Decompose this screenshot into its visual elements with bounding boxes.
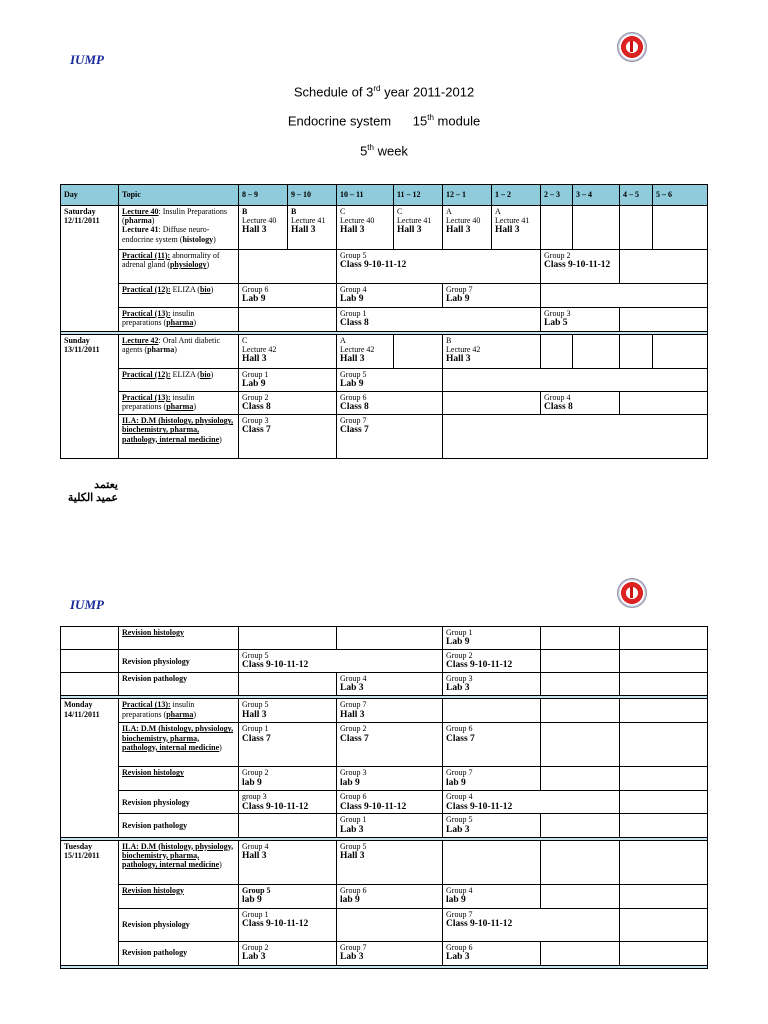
table-row — [61, 392, 708, 415]
col-3-4: 3 – 4 — [573, 185, 620, 206]
org-name-page2: IUMP — [70, 597, 104, 612]
slot-cell: Group 7 Lab 9 — [443, 284, 541, 308]
slot-cell: A Lecture 41 Hall 3 — [492, 206, 541, 250]
table-row — [61, 767, 708, 791]
topic-cell: Practical (11): abnormality of adrenal gland (physiology) — [119, 250, 239, 284]
day-cell-monday: Monday 14/11/2011 — [61, 699, 119, 837]
slot-cell: Group 7 Class 7 — [337, 415, 443, 459]
slot-cell: Group 5 Hall 3 — [337, 840, 443, 884]
col-day: Day — [61, 185, 119, 206]
slot-cell: Group 3 lab 9 — [337, 767, 443, 791]
slot-cell: Group 5 Lab 3 — [443, 814, 541, 837]
header-row — [61, 185, 708, 206]
topic-cell: Practical (13): insulin preparations (pharma) — [119, 308, 239, 332]
slot-cell: Group 5 Hall 3 — [239, 699, 337, 723]
day-cell-sunday: Sunday 13/11/2011 — [61, 335, 119, 459]
slot-cell: Group 6 Class 7 — [443, 723, 541, 767]
slot-cell: Group 1 Class 9-10-11-12 — [239, 908, 337, 941]
table-row — [61, 415, 708, 459]
topic-cell: Lecture 40: Insulin Preparations (pharma) Lecture 41: Diffuse neuro-endocrine system (histology) — [119, 206, 239, 250]
topic-cell: Revision physiology — [119, 908, 239, 941]
table-row — [61, 791, 708, 814]
col-5-6: 5 – 6 — [653, 185, 708, 206]
slot-cell: A Lecture 42 Hall 3 — [337, 335, 394, 369]
slot-cell: Group 2 lab 9 — [239, 767, 337, 791]
slot-cell: C Lecture 42 Hall 3 — [239, 335, 337, 369]
slot-cell: Group 5 Class 9-10-11-12 — [239, 650, 443, 673]
topic-cell: ILA: D.M (histology, physiology, biochemistry, pharma, pathology, internal medicine) — [119, 723, 239, 767]
slot-cell: Group 6 Lab 3 — [443, 941, 541, 965]
slot-cell: Group 5 lab 9 — [239, 884, 337, 908]
table-row — [61, 908, 708, 941]
slot-cell: Group 7 Lab 3 — [337, 941, 443, 965]
table-row — [61, 284, 708, 308]
day-cell-saturday: Saturday 12/11/2011 — [61, 206, 119, 332]
slot-cell: Group 1 Lab 3 — [337, 814, 443, 837]
topic-cell: Practical (12): ELIZA (bio) — [119, 369, 239, 392]
slot-cell: Group 7 lab 9 — [443, 767, 541, 791]
topic-cell: Revision pathology — [119, 673, 239, 696]
slot-cell: C Lecture 40 Hall 3 — [337, 206, 394, 250]
slot-cell: Group 2 Class 8 — [239, 392, 337, 415]
slot-cell: Group 5 Lab 9 — [337, 369, 443, 392]
schedule-table-week5-cont — [60, 626, 708, 969]
topic-cell: Revision histology — [119, 767, 239, 791]
col-11-12: 11 – 12 — [394, 185, 443, 206]
table-row — [61, 206, 708, 250]
slot-cell: C Lecture 41 Hall 3 — [394, 206, 443, 250]
slot-cell: Group 4 Hall 3 — [239, 840, 337, 884]
table-row — [61, 840, 708, 884]
slot-cell: Group 7 Class 9-10-11-12 — [443, 908, 620, 941]
table-row — [61, 673, 708, 696]
slot-cell: Group 4 Class 8 — [541, 392, 620, 415]
table-row — [61, 308, 708, 332]
slot-cell: Group 3 Lab 3 — [443, 673, 541, 696]
university-logo-icon — [617, 578, 647, 608]
day-cell-tuesday: Tuesday 15/11/2011 — [61, 840, 119, 965]
slot-cell: Group 6 Class 8 — [337, 392, 443, 415]
col-9-10: 9 – 10 — [288, 185, 337, 206]
slot-cell: A Lecture 40 Hall 3 — [443, 206, 492, 250]
slot-cell: Group 2 Class 7 — [337, 723, 443, 767]
module-title: Endocrine system 15th module — [287, 113, 481, 129]
slot-cell: Group 5 Class 9-10-11-12 — [337, 250, 541, 284]
topic-cell: ILA: D.M (histology, physiology, biochemistry, pharma, pathology, internal medicine) — [119, 840, 239, 884]
slot-cell: Group 2 Class 9-10-11-12 — [541, 250, 620, 284]
slot-cell: Group 6 lab 9 — [337, 884, 443, 908]
col-10-11: 10 – 11 — [337, 185, 394, 206]
slot-cell: Group 1 Class 7 — [239, 723, 337, 767]
table-row — [61, 814, 708, 837]
col-2-3: 2 – 3 — [541, 185, 573, 206]
topic-cell: Revision physiology — [119, 650, 239, 673]
slot-cell: Group 4 Lab 3 — [337, 673, 443, 696]
col-1-2: 1 – 2 — [492, 185, 541, 206]
topic-cell: Revision pathology — [119, 814, 239, 837]
week-title: 5th week — [360, 143, 408, 159]
slot-cell: Group 4 Lab 9 — [337, 284, 443, 308]
table-row — [61, 627, 708, 650]
slot-cell: B Lecture 42 Hall 3 — [443, 335, 541, 369]
table-row — [61, 723, 708, 767]
topic-cell: Practical (13): insulin preparations (pharma) — [119, 392, 239, 415]
table-row — [61, 699, 708, 723]
schedule-table-week5 — [60, 184, 708, 459]
topic-cell: Lecture 42: Oral Anti diabetic agents (pharma) — [119, 335, 239, 369]
slot-cell: Group 7 Hall 3 — [337, 699, 443, 723]
slot-cell: Group 2 Lab 3 — [239, 941, 337, 965]
slot-cell: Group 1 Lab 9 — [239, 369, 337, 392]
slot-cell: B Lecture 40 Hall 3 — [239, 206, 288, 250]
slot-cell: group 3 Class 9-10-11-12 — [239, 791, 337, 814]
slot-cell: Group 6 Lab 9 — [239, 284, 337, 308]
table-row — [61, 650, 708, 673]
slot-cell: Group 4 lab 9 — [443, 884, 541, 908]
topic-cell: Practical (13): insulin preparations (pharma) — [119, 699, 239, 723]
col-8-9: 8 – 9 — [239, 185, 288, 206]
slot-cell: Group 4 Class 9-10-11-12 — [443, 791, 620, 814]
slot-cell: Group 6 Class 9-10-11-12 — [337, 791, 443, 814]
col-12-1: 12 – 1 — [443, 185, 492, 206]
topic-cell: Revision physiology — [119, 791, 239, 814]
table-row — [61, 369, 708, 392]
university-logo-icon — [617, 32, 647, 62]
col-topic: Topic — [119, 185, 239, 206]
topic-cell: Practical (12): ELIZA (bio) — [119, 284, 239, 308]
org-name: IUMP — [70, 52, 104, 67]
slot-cell: B Lecture 41 Hall 3 — [288, 206, 337, 250]
slot-cell: Group 1 Class 8 — [337, 308, 541, 332]
schedule-title: Schedule of 3rd year 2011-2012 — [293, 84, 475, 100]
dean-signature: يعتمد عميد الكلية — [67, 479, 118, 504]
slot-cell: Group 3 Class 7 — [239, 415, 337, 459]
slot-cell: Group 1 Lab 9 — [443, 627, 541, 650]
topic-cell: ILA: D.M (histology, physiology, biochemistry, pharma, pathology, internal medicine) — [119, 415, 239, 459]
topic-cell: Revision histology — [119, 884, 239, 908]
slot-cell: Group 2 Class 9-10-11-12 — [443, 650, 541, 673]
table-row — [61, 884, 708, 908]
table-row — [61, 335, 708, 369]
topic-cell: Revision histology — [119, 627, 239, 650]
slot-cell: Group 3 Lab 5 — [541, 308, 620, 332]
table-row — [61, 941, 708, 965]
col-4-5: 4 – 5 — [620, 185, 653, 206]
topic-cell: Revision pathology — [119, 941, 239, 965]
table-row — [61, 250, 708, 284]
